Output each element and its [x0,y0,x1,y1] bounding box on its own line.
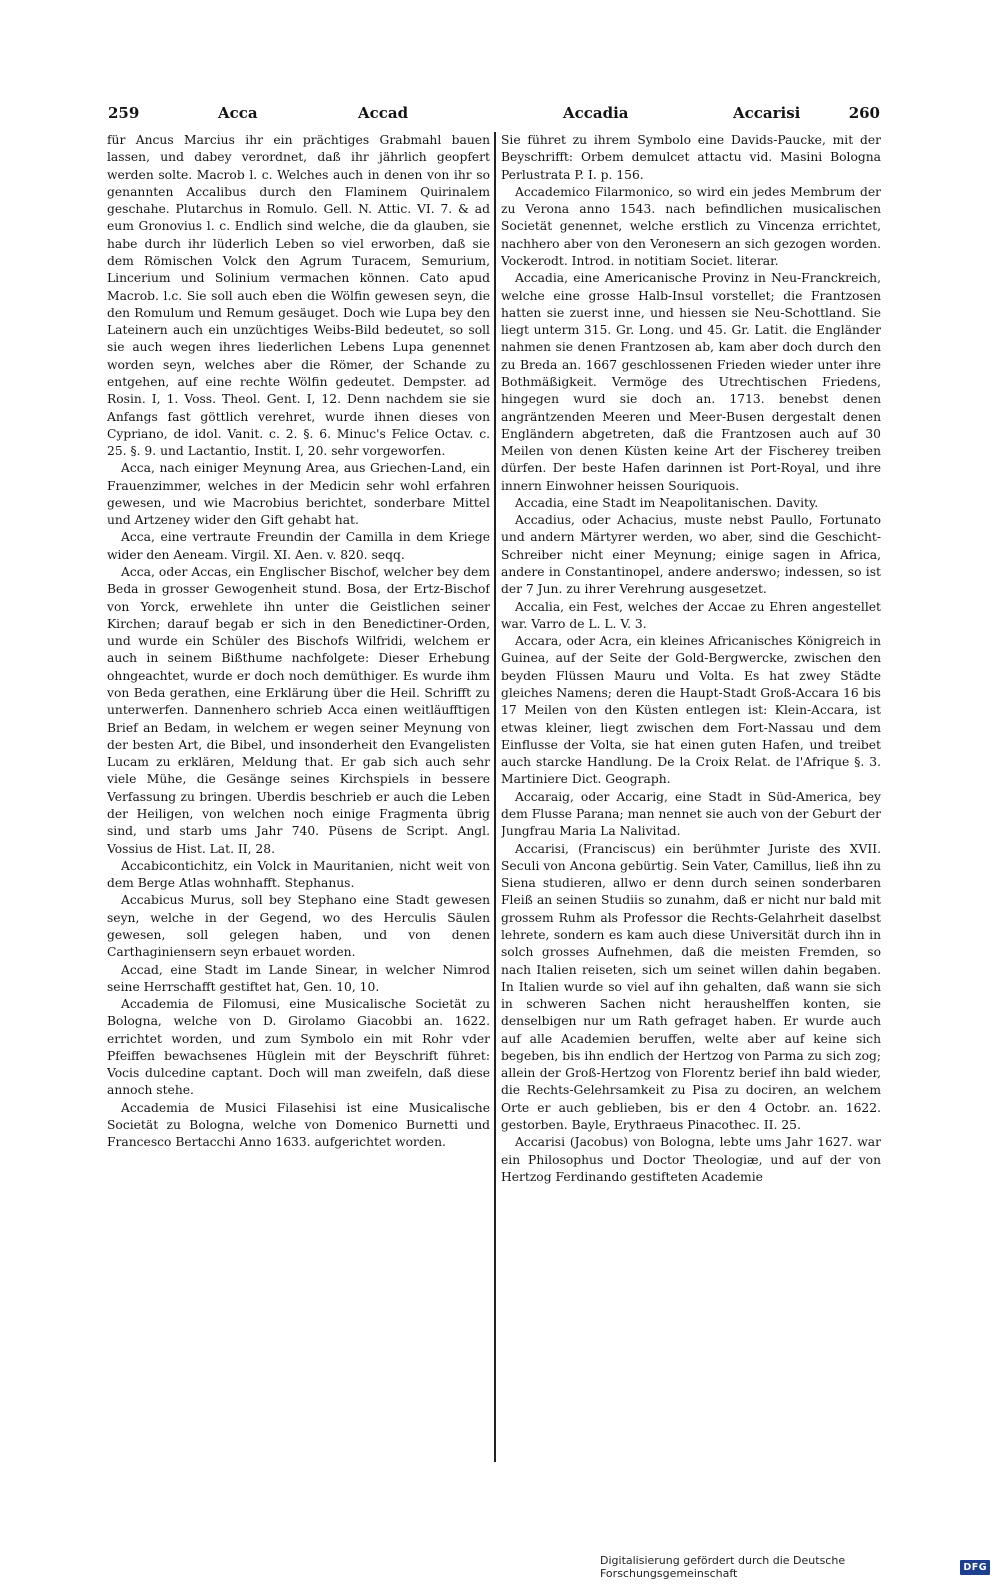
column-divider [494,132,496,1462]
right-column-entry: Accalia, ein Fest, welches der Accae zu Ehren angestellet war. Varro de L. L. V. 3. [501,599,881,631]
left-column-entry: Acca, eine vertraute Freundin der Camilla in dem Kriege wider den Aeneam. Virgil. XI. Aen. v. 820. seqq. [107,530,490,562]
left-column-entry: Acca, nach einiger Meynung Area, aus Griechen-Land, ein Frauenzimmer, welches in der Medicin sehr wohl erfahren gewesen, und wie Macrobius berichtet, sonderbare Mittel und Artzeney wider den Gift gehabt hat. [107,461,490,528]
footer-credit [600,1555,990,1579]
catchword-1: Acca [218,104,258,122]
right-column-entry: Accadia, eine Americanische Provinz in Neu-Franckreich, welche eine grosse Halb-Insul vorstellet; die Frantzosen hatten sie zuerst inne, und hiessen sie Neu-Schottland. Sie liegt unterm 315. Gr. Long. und 45. Gr. Latit. die Engländer nahmen sie denen Frantzosen ab, kam aber doch durch den zu Breda an. 1667 geschlossenen Frieden wieder unter ihre Bothmäßigkeit. Vermöge des Utrechtischen Friedens, hingegen wurd sie doch an. 1713. benebst denen angräntzenden Meeren und Meer-Busen dergestalt denen Engländern abgetreten, daß die Frantzosen auch auf 30 Meilen von denen Küsten keine Art der Fischerey treiben dürfen. Der beste Hafen darinnen ist Port-Royal, und ihre innern Einwohner heissen Souriquois. [501,271,881,493]
dfg-logo-icon: DFG [960,1560,990,1575]
left-column-entry: Acca, oder Accas, ein Englischer Bischof, welcher bey dem Beda in grosser Gewogenheit stund. Bosa, der Ertz-Bischof von Yorck, erwehlete ihn unter die Geistlichen seiner Kirchen; darauf begab er sich in den Benedictiner-Orden, und wurde ein Schüler des Bischofs Wilfridi, welchem er auch in seinem Bißthume nachfolgete: Dieser Erhebung ohngeachtet, wurde er doch noch demüthiger. Es wurde ihm von Beda gerathen, eine Erklärung über die Heil. Schrifft zu unterwerfen. Dannenhero schrieb Acca einen weitläufftigen Brief an Bedam, in welchem er wegen seiner Meynung von der besten Art, die Bibel, und insonderheit den Evangelisten Lucam zu erklären, Meldung that. Er gab sich auch sehr viele Mühe, die Gesänge seines Kirchspiels in bessere Verfassung zu bringen. Uberdis beschrieb er auch die Leben der Heiligen, von welchen noch einige Fragmenta übrig sind, und starb ums Jahr 740. Püsens de Script. Angl. Vossius de Hist. Lat. II, 28. [107,565,490,856]
right-column-entry: Accarisi (Jacobus) von Bologna, lebte ums Jahr 1627. war ein Philosophus und Doctor Theologiæ, und auf der von Hertzog Ferdinando gestifteten Academie [501,1135,881,1184]
running-header [108,104,880,130]
right-column-entry: Accara, oder Acra, ein kleines Africanisches Königreich in Guinea, auf der Seite der Gold-Bergwercke, zwischen den beyden Flüssen Mauru und Volta. Es hat zwey Städte gleiches Namens; deren die Haupt-Stadt Groß-Accara 16 bis 17 Meilen von den Küsten entlegen ist: Klein-Accara, ist etwas kleiner, liegt zwischen dem Fort-Nassau und dem Einflusse der Volta, sie hat einen guten Hafen, und treibet auch starcke Handlung. De la Croix Relat. de l'Afrique §. 3. Martiniere Dict. Geograph. [501,634,881,787]
right-column-entry: Sie führet zu ihrem Symbolo eine Davids-Paucke, mit der Beyschrifft: Orbem demulcet attactu vid. Masini Bologna Perlustrata P. I. p. 156. [501,133,881,182]
catchword-3: Accadia [563,104,629,122]
page-number-left: 259 [108,104,140,122]
right-column-entry: Accadia, eine Stadt im Neapolitanischen. Davity. [515,495,819,510]
footer-text: Digitalisierung gefördert durch die Deutsche Forschungsgemeinschaft [600,1554,846,1580]
right-column-entry: Accadius, oder Achacius, muste nebst Paullo, Fortunato und andern Märtyrer werden, wo aber, sind die Geschicht-Schreiber nicht einer Meynung; einige sagen in Africa, andere in Constantinopel, andere anderswo; indessen, so ist der 7 Jun. zu ihrer Verehrung ausgesetzet. [501,513,881,597]
right-column-entry: Accademico Filarmonico, so wird ein jedes Membrum der zu Verona anno 1543. nach befindlichen musicalischen Societät genennet, welche erstlich zu Vincenza errichtet, nachhero aber von den Veronesern an sich gezogen worden. Vockerodt. Introd. in notitiam Societ. literar. [501,184,881,268]
left-column-entry: Accademia de Musici Filasehisi ist eine Musicalische Societät zu Bologna, welche von Domenico Burnetti und Francesco Bertacchi Anno 1633. aufgerichtet worden. [107,1100,490,1150]
left-text-column [107,132,490,1472]
catchword-4: Accarisi [733,104,801,122]
right-column-entry: Accaraig, oder Accarig, eine Stadt in Süd-America, bey dem Flusse Parana; man nennet sie auch von der Geburt der Jungfrau Maria La Nalivitad. [501,789,881,839]
right-column-entry: Accarisi, (Franciscus) ein berühmter Juriste des XVII. Seculi von Ancona gebürtig. Sein Vater, Camillus, ließ ihn zu Siena studieren, allwo er denn durch seinen sonderbaren Fleiß an seinen Studiis so zunahm, daß er nicht nur bald mit grossem Ruhm als Professor die Rechts-Gelahrheit daselbst lehrete, sondern es kam auch diese Universität durch ihn in solch grosses Aufnehmen, daß die meisten Fremden, so nach Italien reiseten, sich um seinet willen dahin begaben. In Italien wurde so viel auf ihn gehalten, daß wann sie sich in schweren Sachen nicht heraushelffen konten, sie denselbigen nur um Rath gefraget haben. Er wurde auch auf alle Academien beruffen, welte aber auf keine sich begeben, bis ihn endlich der Hertzog von Parma zu sich zog; allein der Groß-Hertzog von Florentz berief ihn bald wieder, die Rechts-Gelehrsamkeit zu Pisa zu dociren, an welchem Orte er auch geblieben, bis er den 4 Octobr. an. 1622. gestorben. Bayle, Erythraeus Pinacothec. II. 25. [501,841,881,1133]
left-column-entry: Accabicontichitz, ein Volck in Mauritanien, nicht weit von dem Berge Atlas wohnhafft. Stephanus. [107,858,490,891]
catchword-2: Accad [358,104,409,122]
left-column-entry: Accademia de Filomusi, eine Musicalische Societät zu Bologna, welche von D. Girolamo Giacobbi an. 1622. errichtet worden, und zum Symbolo ein mit Rohr vder Pfeiffen bewachsenes Hüglein mit der Beyschrift führet: Vocis dulcedine captant. Doch will man zweifeln, daß diese annoch stehe. [107,997,490,1098]
left-column-entry: Accabicus Murus, soll bey Stephano eine Stadt gewesen seyn, welche in der Gegend, wo des Herculis Säulen gewesen, soll gelegen haben, und von denen Carthaginiensern seyn erbauet worden. [107,893,490,960]
left-column-entry: für Ancus Marcius ihr ein prächtiges Grabmahl bauen lassen, und dabey verordnet, daß ihr jährlich geopfert werden solte. Macrob l. c. Welches auch in denen von ihr so genannten Accalibus durch den Flaminem Quirinalem geschahe. Plutarchus in Romulo. Gell. N. Attic. VI. 7. & ad eum Gronovius l. c. Endlich sind welche, die da glauben, sie habe durch ihr lüderlich Leben so viel erworben, daß sie dem Römischen Volck den Agrum Turacem, Semurium, Lincerium und Solinium vermachen können. Cato apud Macrob. l.c. Sie soll auch eben die Wölfin gewesen seyn, die den Romulum und Remum gesäuget. Doch wie Lupa bey den Lateinern auch ein unzüchtiges Weibs-Bild bedeutet, so soll sie auch wegen ihres liederlichen Lebens Lupa genennet worden seyn, welches aber die Römer, der Schande zu entgehen, auf eine rechte Wölfin gedeutet. Dempster. ad Rosin. I, 1. Voss. Theol. Gent. I, 12. Denn nachdem sie sie Anfangs fast göttlich verehret, wurde ihnen dieses von Cypriano, de idol. Vanit. c. 2. §. 6. Minuc's Felice Octav. c. 25. §. 9. und Lactantio, Instit. I, 20. sehr vorgeworfen. [107,133,490,459]
right-text-column [501,132,881,1472]
page-number-right: 260 [848,104,880,122]
left-column-entry: Accad, eine Stadt im Lande Sinear, in welcher Nimrod seine Herrschafft gestiftet hat, Gen. 10, 10. [107,962,490,994]
